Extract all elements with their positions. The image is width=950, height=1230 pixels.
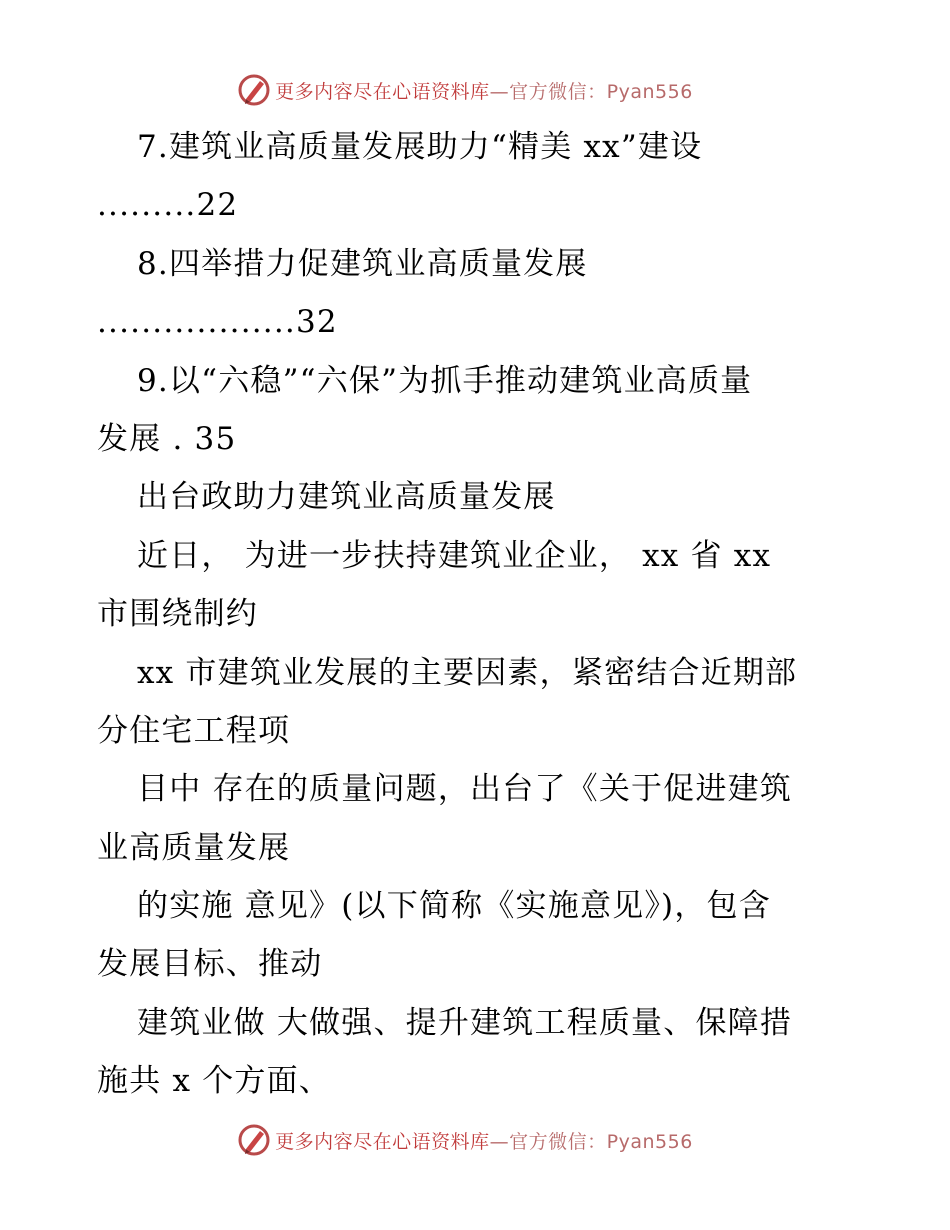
paragraph-line: 近日， 为进一步扶持建筑业企业， xx 省 xx [137,537,772,574]
document-body [97,118,857,1111]
banner-text [275,1127,693,1154]
banner-contact-text: —官方微信：Pyan556 [489,80,693,103]
paragraph-line: 目中 存在的质量问题，出台了《关于促进建筑 [137,771,793,808]
paragraph-line: 建筑业做 大做强、提升建筑工程质量、保障措 [137,1004,793,1041]
paragraph-line: 业高质量发展 [97,829,291,866]
footer-banner [0,1122,950,1158]
paragraph-line: 施共 x 个方面、 [97,1063,331,1100]
toc-entry-8: 8.四举措力促建筑业高质量发展 [137,245,588,282]
pen-logo-icon [237,1123,271,1157]
banner-contact-text: —官方微信：Pyan556 [489,1130,693,1153]
banner-site-text: 更多内容尽在心语资料库 [275,80,490,103]
pen-logo-icon [237,73,271,107]
toc-leader-7: .........22 [97,187,239,224]
paragraph-line: 的实施 意见》(以下简称《实施意见》)，包含 [137,888,771,925]
section-title: 出台政助力建筑业高质量发展 [137,479,556,516]
paragraph-line: 发展目标、推动 [97,946,323,983]
banner-site-text: 更多内容尽在心语资料库 [275,1130,490,1153]
toc-leader-8: ..................32 [97,304,338,341]
toc-entry-9-cont: 发展 . 35 [97,420,237,457]
paragraph-line: xx 市建筑业发展的主要因素，紧密结合近期部 [137,654,798,691]
header-banner [0,72,950,108]
paragraph-line: 分住宅工程项 [97,712,291,749]
toc-entry-7: 7.建筑业高质量发展助力“精美 xx”建设 [137,129,703,165]
toc-entry-9: 9.以“六稳”“六保”为抓手推动建筑业高质量 [137,362,753,399]
banner-text [275,77,693,104]
paragraph-line: 市围绕制约 [97,596,258,633]
